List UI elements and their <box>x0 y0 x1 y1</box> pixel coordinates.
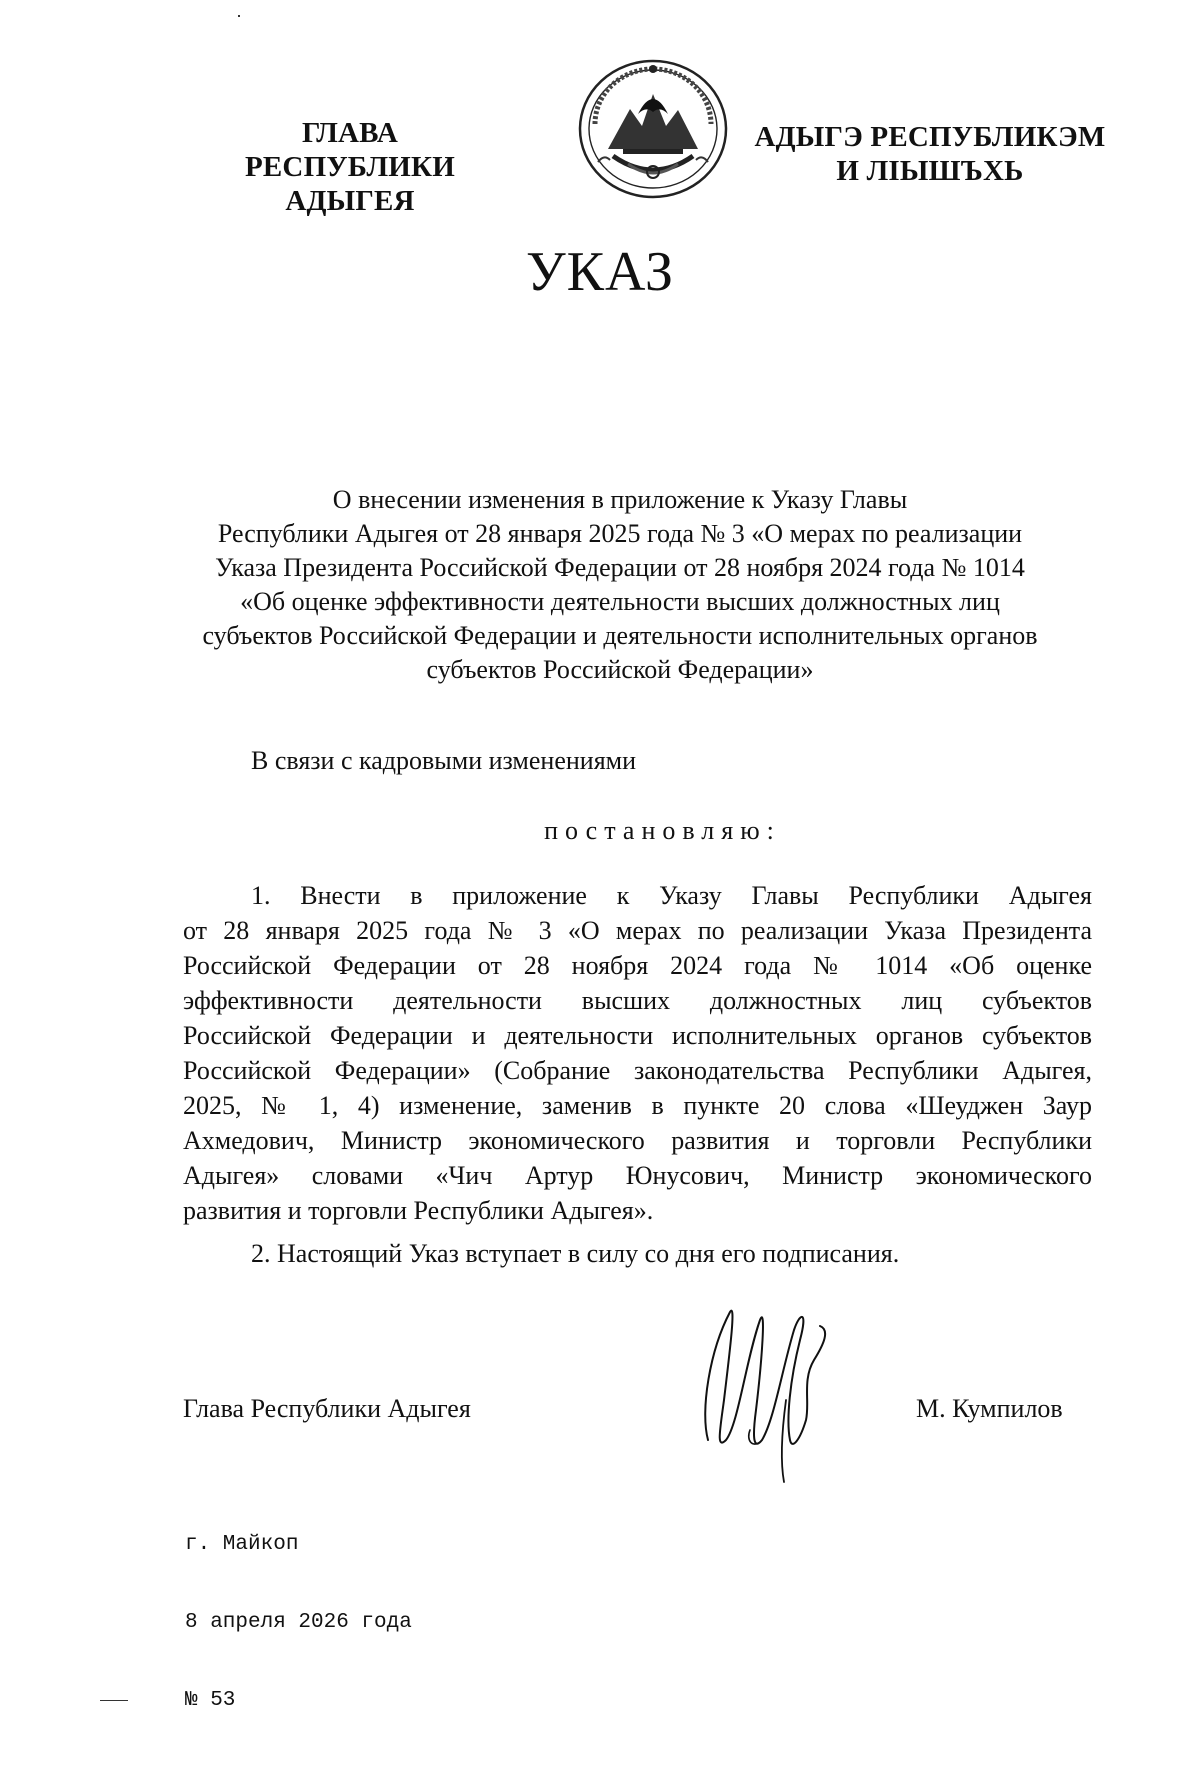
header-right-line-2: И ЛІЫШЪХЬ <box>836 155 1024 187</box>
preamble: В связи с кадровыми изменениями <box>251 746 637 775</box>
scan-artifact <box>238 15 240 17</box>
decree-title-line: О внесении изменения в приложение к Указу Главы <box>332 485 908 514</box>
paragraph-line: 2025, № 1, 4) изменение, заменив в пункте 20 слова «Шеуджен Заур <box>183 1091 1092 1120</box>
paragraph-line: 1. Внести в приложение к Указу Главы Республики Адыгея <box>251 881 1092 910</box>
header-right <box>745 120 1115 188</box>
document-type-title: УКАЗ <box>525 241 675 303</box>
decree-title-line: субъектов Российской Федерации и деятельности исполнительных органов <box>202 621 1038 650</box>
signatory-position: Глава Республики Адыгея <box>183 1394 471 1423</box>
paragraph-line: Ахмедович, Министр экономического развития и торговли Республики <box>183 1126 1092 1155</box>
paragraph-line: Российской Федерации и деятельности исполнительных органов субъектов <box>183 1021 1092 1050</box>
document-footer <box>185 1480 412 1766</box>
paragraph-line: Адыгея» словами «Чич Артур Юнусович, Министр экономического <box>183 1161 1092 1190</box>
decree-title-line: субъектов Российской Федерации» <box>426 655 814 684</box>
decree-title <box>150 483 1090 687</box>
header-left <box>180 116 520 218</box>
decree-title-line: Республики Адыгея от 28 января 2025 года № 3 «О мерах по реализации <box>217 519 1023 548</box>
paragraph-2 <box>183 1236 1092 1271</box>
paragraph-line: 2. Настоящий Указ вступает в силу со дня его подписания. <box>251 1239 900 1268</box>
coat-of-arms-emblem <box>568 54 738 204</box>
paragraph-line: развития и торговли Республики Адыгея». <box>183 1196 654 1225</box>
paragraph-line: Российской Федерации» (Собрание законодательства Республики Адыгея, <box>183 1056 1092 1085</box>
paragraph-1 <box>183 878 1092 1228</box>
signatory-name: М. Кумпилов <box>916 1394 1063 1423</box>
decree-resolution-word: постановляю: <box>544 816 781 845</box>
header-right-line-1: АДЫГЭ РЕСПУБЛИКЭМ <box>754 121 1106 153</box>
footer-number: № 53 <box>185 1689 236 1712</box>
footer-city: г. Майкоп <box>185 1533 299 1556</box>
decree-title-line: «Об оценке эффективности деятельности высших должностных лиц <box>240 587 1000 616</box>
footer-date: 8 апреля 2026 года <box>185 1611 412 1634</box>
scan-artifact <box>100 1700 128 1701</box>
header-left-line-2: РЕСПУБЛИКИ АДЫГЕЯ <box>244 151 456 217</box>
paragraph-line: от 28 января 2025 года № 3 «О мерах по реализации Указа Президента <box>183 916 1092 945</box>
header-left-line-1: ГЛАВА <box>301 117 399 149</box>
paragraph-line: эффективности деятельности высших должностных лиц субъектов <box>183 986 1092 1015</box>
paragraph-line: Российской Федерации от 28 ноября 2024 года № 1014 «Об оценке <box>183 951 1092 980</box>
handwritten-signature <box>690 1290 840 1490</box>
decree-title-line: Указа Президента Российской Федерации от 28 ноября 2024 года № 1014 <box>215 553 1025 582</box>
